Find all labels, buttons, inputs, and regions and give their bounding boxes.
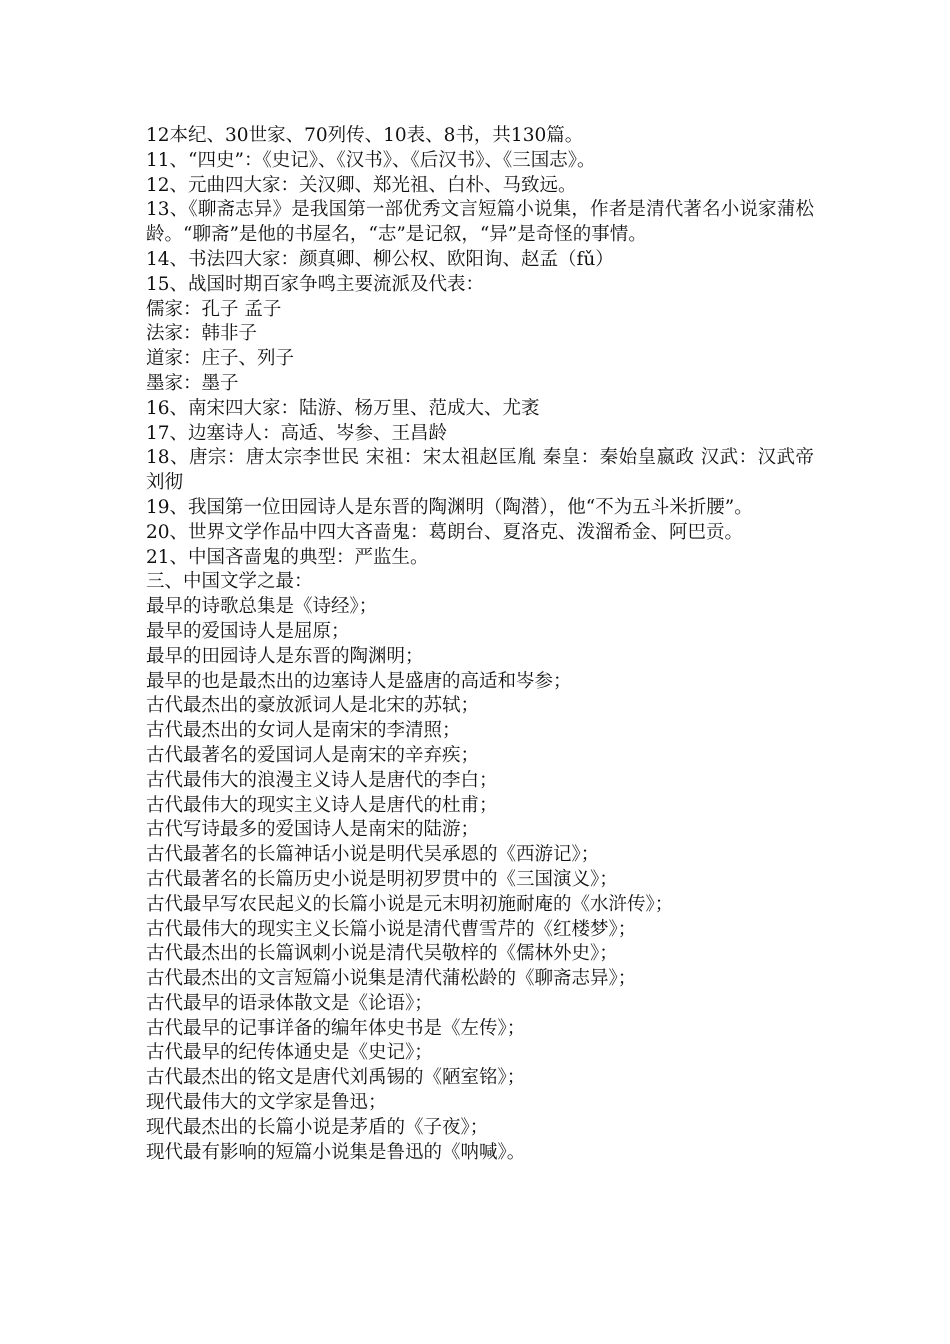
text-line: 墨家：墨子 [146, 372, 239, 394]
text-line: 古代最伟大的现实主义长篇小说是清代曹雪芹的《红楼梦》； [146, 918, 637, 940]
text-line: 古代最著名的长篇历史小说是明初罗贯中的《三国演义》； [146, 868, 618, 890]
text-line: 古代最早写农民起义的长篇小说是元末明初施耐庵的《水浒传》； [146, 893, 674, 915]
text-line: 古代最著名的长篇神话小说是明代吴承恩的《西游记》； [146, 844, 600, 866]
text-line: 最早的田园诗人是东晋的陶渊明； [146, 645, 424, 667]
text-line: 17、边塞诗人：高适、岑参、王昌龄 [146, 422, 448, 444]
text-line: 古代最杰出的女词人是南宋的李清照； [146, 720, 461, 742]
text-line: 道家：庄子、列子 [146, 348, 295, 370]
text-line: 14、书法四大家：颜真卿、柳公权、欧阳询、赵孟（fǔ） [146, 248, 614, 270]
text-line: 12本纪、30世家、70列传、10表、8书，共130篇。 [146, 125, 584, 146]
text-line: 古代最杰出的铭文是唐代刘禹锡的《陋室铭》； [146, 1067, 526, 1089]
text-line: 现代最杰出的长篇小说是茅盾的《子夜》； [146, 1116, 489, 1138]
document-body [146, 124, 814, 1165]
text-paragraph: 18、唐宗：唐太宗李世民 宋祖：宋太祖赵匡胤 秦皇：秦始皇嬴政 汉武：汉武帝刘彻 [146, 447, 814, 494]
text-line: 最早的也是最杰出的边塞诗人是盛唐的高适和岑参； [146, 670, 572, 692]
section-heading: 三、中国文学之最： [146, 571, 313, 593]
text-line: 20、世界文学作品中四大吝啬鬼：葛朗台、夏洛克、泼溜希金、阿巴贡。 [146, 521, 744, 543]
text-line: 现代最有影响的短篇小说集是鲁迅的《呐喊》。 [146, 1141, 526, 1163]
text-line: 12、元曲四大家：关汉卿、郑光祖、白朴、马致远。 [146, 174, 577, 196]
text-line: 古代最杰出的文言短篇小说集是清代蒲松龄的《聊斋志异》； [146, 968, 637, 990]
text-line: 古代最早的纪传体通史是《史记》； [146, 1042, 433, 1064]
text-line: 15、战国时期百家争鸣主要流派及代表： [146, 273, 485, 295]
text-paragraph: 19、我国第一位田园诗人是东晋的陶渊明（陶潜），他“不为五斗米折腰”。 [146, 496, 753, 518]
text-line: 古代最杰出的长篇讽刺小说是清代吴敬梓的《儒林外史》； [146, 943, 618, 965]
text-line: 16、南宋四大家：陆游、杨万里、范成大、尤袤 [146, 397, 540, 419]
text-line: 现代最伟大的文学家是鲁迅； [146, 1092, 387, 1114]
text-line: 儒家：孔子 孟子 [146, 298, 282, 320]
text-line: 最早的诗歌总集是《诗经》； [146, 596, 378, 618]
text-line: 古代写诗最多的爱国诗人是南宋的陆游； [146, 819, 480, 841]
text-line: 古代最伟大的浪漫主义诗人是唐代的李白； [146, 769, 498, 791]
text-line: 法家：韩非子 [146, 323, 258, 345]
text-paragraph: 13、《聊斋志异》是我国第一部优秀文言短篇小说集，作者是清代著名小说家蒲松龄。“聊斋”是他的书屋名，“志”是记叙，“异”是奇怪的事情。 [146, 199, 814, 246]
text-line: 11、“四史”：《史记》、《汉书》、《后汉书》、《三国志》。 [146, 149, 596, 171]
text-line: 古代最伟大的现实主义诗人是唐代的杜甫； [146, 794, 498, 816]
text-line: 古代最早的记事详备的编年体史书是《左传》； [146, 1017, 526, 1039]
text-line: 最早的爱国诗人是屈原； [146, 620, 350, 642]
text-line: 古代最著名的爱国词人是南宋的辛弃疾； [146, 744, 480, 766]
text-line: 古代最杰出的豪放派词人是北宋的苏轼； [146, 695, 480, 717]
text-line: 21、中国吝啬鬼的典型：严监生。 [146, 546, 429, 568]
text-line: 古代最早的语录体散文是《论语》； [146, 992, 433, 1014]
